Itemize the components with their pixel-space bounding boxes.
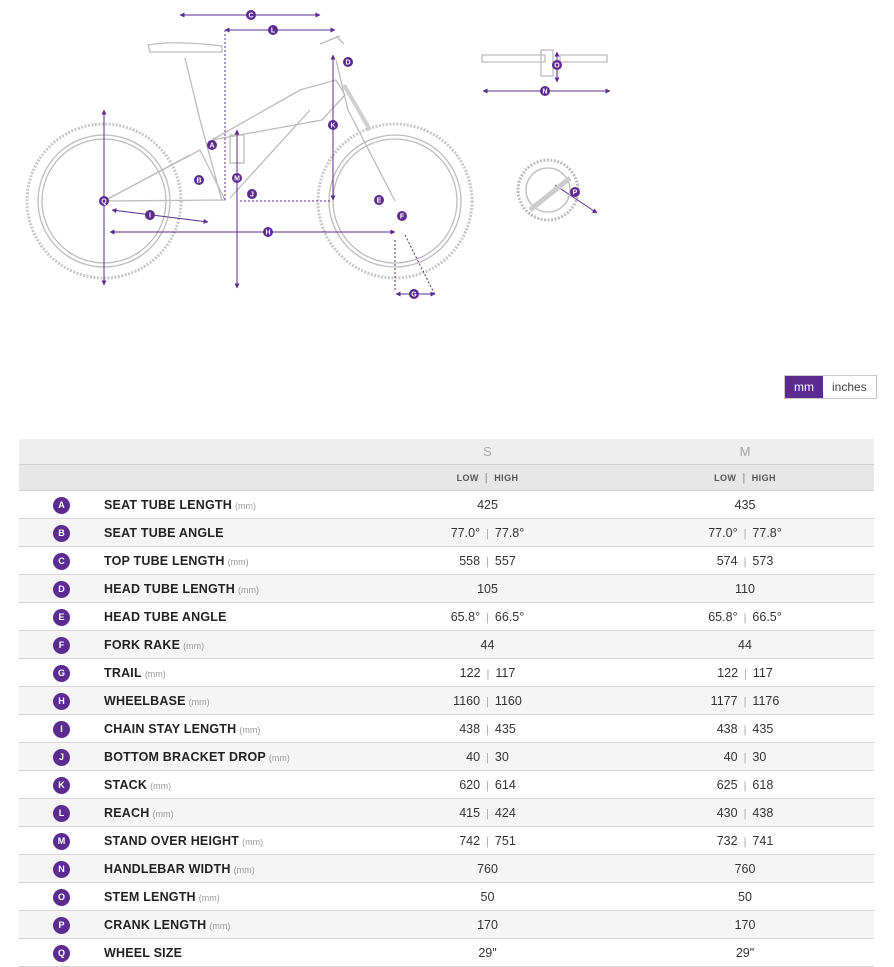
value-cell-m [616, 575, 874, 603]
value-high: 30 [494, 749, 509, 764]
value-cell-m [616, 883, 874, 911]
row-letter-badge: P [53, 917, 70, 934]
row-unit: (mm) [198, 892, 220, 903]
value-low: 77.0° [708, 525, 738, 540]
table-row [19, 939, 874, 967]
value-low: 170 [477, 917, 498, 932]
geometry-table-body [19, 491, 874, 967]
row-label: WHEELBASE [104, 693, 186, 708]
row-letter-badge: C [53, 553, 70, 570]
row-letter-badge: L [53, 805, 70, 822]
value-low: 435 [734, 497, 756, 512]
value-cell-s [359, 855, 616, 883]
size-header-row [19, 439, 874, 465]
row-unit: (mm) [150, 780, 172, 791]
row-label: STACK [104, 777, 148, 792]
value-cell-s [359, 491, 616, 519]
value-cell-s [359, 687, 616, 715]
measure-lines [104, 12, 610, 295]
row-letter-badge: K [53, 777, 70, 794]
header-blank [104, 465, 359, 491]
row-unit: (mm) [242, 836, 264, 847]
row-badge-cell [19, 715, 104, 743]
row-badge-cell [19, 491, 104, 519]
svg-text:J: J [250, 191, 254, 199]
row-label-cell [104, 883, 359, 911]
value-high: 117 [752, 665, 773, 680]
value-separator: | [743, 807, 747, 820]
value-cell-s [359, 883, 616, 911]
row-unit: (mm) [183, 640, 205, 651]
row-badge-cell [19, 743, 104, 771]
marker-i [145, 210, 155, 220]
svg-text:E: E [376, 197, 382, 205]
value-cell-m [616, 491, 874, 519]
value-cell-m [616, 855, 874, 883]
handlebar-detail [482, 50, 607, 76]
value-high: 77.8° [752, 525, 782, 540]
value-separator: | [743, 779, 747, 792]
row-label-cell [104, 575, 359, 603]
value-cell-m [616, 659, 874, 687]
value-cell-m [616, 603, 874, 631]
marker-h [263, 227, 273, 237]
row-letter-badge: J [53, 749, 70, 766]
value-low: 105 [477, 581, 498, 596]
marker-c [246, 10, 256, 20]
row-label-cell [104, 799, 359, 827]
table-row [19, 911, 874, 939]
size-header-s: S [359, 439, 616, 465]
row-letter-badge: F [53, 637, 70, 654]
low-label: LOW [456, 472, 479, 483]
value-cell-m [616, 631, 874, 659]
value-high: 424 [494, 805, 516, 820]
row-label: HEAD TUBE LENGTH [104, 581, 235, 596]
row-badge-cell [19, 771, 104, 799]
row-label: STAND OVER HEIGHT [104, 833, 240, 848]
value-separator: | [486, 667, 490, 680]
value-low: 574 [716, 553, 738, 568]
value-low: 65.8° [708, 609, 738, 624]
row-label-cell [104, 491, 359, 519]
row-label: HANDLEBAR WIDTH [104, 861, 231, 876]
value-low: 29" [735, 945, 755, 960]
row-badge-cell [19, 519, 104, 547]
svg-text:H: H [265, 229, 271, 237]
value-cell-s [359, 519, 616, 547]
value-low: 1177 [710, 693, 738, 708]
value-cell-m [616, 547, 874, 575]
value-low: 110 [735, 581, 755, 596]
row-label-cell [104, 687, 359, 715]
row-letter-badge: B [53, 525, 70, 542]
value-high: 435 [494, 721, 516, 736]
svg-text:K: K [330, 122, 336, 130]
svg-text:A: A [209, 142, 215, 150]
value-separator: | [486, 807, 489, 820]
value-low: 40 [466, 749, 481, 764]
table-row [19, 883, 874, 911]
row-label: TOP TUBE LENGTH [104, 553, 225, 568]
row-label: FORK RAKE [104, 637, 181, 652]
table-row [19, 743, 874, 771]
marker-a [207, 140, 217, 150]
value-cell-s [359, 771, 616, 799]
chainring-detail [518, 160, 578, 220]
value-separator: | [743, 751, 747, 764]
value-high: 741 [752, 833, 774, 848]
value-cell-s [359, 631, 616, 659]
value-cell-s [359, 659, 616, 687]
row-label-cell [104, 659, 359, 687]
value-low: 430 [716, 805, 738, 820]
row-unit: (mm) [144, 668, 166, 679]
row-letter-badge: H [53, 693, 70, 710]
row-letter-badge: I [53, 721, 70, 738]
marker-d [343, 57, 353, 67]
svg-text:C: C [248, 12, 254, 20]
value-high: 30 [752, 749, 767, 764]
value-high: 751 [494, 833, 516, 848]
marker-m [232, 173, 242, 183]
value-separator: | [486, 751, 489, 764]
marker-e [374, 195, 384, 205]
value-cell-s [359, 939, 616, 967]
table-row [19, 687, 874, 715]
unit-mm-button[interactable]: mm [785, 376, 823, 398]
value-low: 77.0° [450, 525, 481, 540]
value-low: 625 [716, 777, 738, 792]
unit-inches-button[interactable]: inches [832, 380, 867, 394]
table-row [19, 519, 874, 547]
row-label: HEAD TUBE ANGLE [104, 609, 227, 624]
svg-text:L: L [270, 27, 276, 35]
row-label: REACH [104, 805, 150, 820]
row-label: SEAT TUBE ANGLE [104, 525, 224, 540]
table-row [19, 491, 874, 519]
svg-text:F: F [399, 213, 405, 221]
table-row [19, 799, 874, 827]
value-cell-m [616, 743, 874, 771]
low-high-header-s [359, 465, 616, 491]
row-label: TRAIL [104, 665, 142, 680]
table-row [19, 827, 874, 855]
value-separator: | [743, 723, 747, 736]
value-cell-m [616, 911, 874, 939]
value-high: 1176 [752, 693, 780, 708]
row-badge-cell [19, 855, 104, 883]
marker-b [194, 175, 204, 185]
marker-p [570, 187, 580, 197]
svg-text:Q: Q [101, 198, 107, 206]
row-badge-cell [19, 631, 104, 659]
low-label: LOW [714, 472, 737, 483]
value-cell-m [616, 687, 874, 715]
marker-g [409, 289, 419, 299]
row-unit: (mm) [152, 808, 174, 819]
diagram-markers [99, 10, 580, 299]
value-cell-s [359, 547, 616, 575]
value-separator: | [486, 835, 489, 848]
value-low: 620 [459, 777, 481, 792]
value-high: 614 [494, 777, 516, 792]
row-label-cell [104, 827, 359, 855]
marker-f [397, 211, 407, 221]
value-low: 760 [734, 861, 756, 876]
value-cell-m [616, 799, 874, 827]
table-row [19, 855, 874, 883]
value-high: 573 [752, 553, 774, 568]
svg-text:D: D [345, 59, 351, 67]
value-high: 77.8° [494, 525, 525, 540]
value-high: 618 [752, 777, 774, 792]
marker-q [99, 196, 109, 206]
svg-text:I: I [149, 212, 151, 220]
table-row [19, 547, 874, 575]
row-letter-badge: A [53, 497, 70, 514]
value-separator: | [486, 555, 489, 568]
value-cell-m [616, 939, 874, 967]
value-cell-m [616, 771, 874, 799]
row-label-cell [104, 631, 359, 659]
value-low: 438 [716, 721, 738, 736]
value-low: 122 [459, 665, 481, 680]
low-high-header-m [616, 465, 874, 491]
value-high: 557 [494, 553, 516, 568]
value-low: 1160 [453, 693, 481, 708]
value-low: 65.8° [450, 609, 481, 624]
value-low: 742 [459, 833, 481, 848]
table-row [19, 771, 874, 799]
row-label-cell [104, 771, 359, 799]
row-letter-badge: E [53, 609, 70, 626]
row-unit: (mm) [209, 920, 231, 931]
row-badge-cell [19, 659, 104, 687]
svg-text:O: O [554, 62, 560, 70]
value-high: 117 [495, 665, 516, 680]
marker-k [328, 120, 338, 130]
value-low: 425 [477, 497, 498, 512]
value-cell-s [359, 575, 616, 603]
size-header-m: M [616, 439, 874, 465]
row-label-cell [104, 547, 359, 575]
value-cell-m [616, 715, 874, 743]
value-high: 435 [752, 721, 774, 736]
row-badge-cell [19, 603, 104, 631]
row-badge-cell [19, 575, 104, 603]
value-low: 44 [738, 637, 752, 652]
value-separator: | [743, 527, 747, 540]
value-low: 170 [734, 917, 756, 932]
marker-l [268, 25, 278, 35]
row-letter-badge: G [53, 665, 70, 682]
value-low: 438 [459, 721, 481, 736]
value-cell-s [359, 799, 616, 827]
row-badge-cell [19, 687, 104, 715]
value-separator: | [743, 611, 747, 624]
svg-text:N: N [542, 88, 548, 96]
unit-toggle [784, 375, 877, 399]
row-badge-cell [19, 883, 104, 911]
row-label-cell [104, 939, 359, 967]
value-separator: | [743, 835, 747, 848]
value-cell-s [359, 911, 616, 939]
table-row [19, 659, 874, 687]
value-cell-s [359, 603, 616, 631]
row-unit: (mm) [233, 864, 255, 875]
row-unit: (mm) [239, 724, 261, 735]
row-label-cell [104, 911, 359, 939]
svg-text:B: B [196, 177, 202, 185]
low-high-separator: | [742, 471, 746, 484]
row-label: CRANK LENGTH [104, 917, 207, 932]
svg-text:G: G [411, 291, 417, 299]
value-separator: | [743, 695, 747, 708]
value-separator: | [486, 695, 489, 708]
row-label: SEAT TUBE LENGTH [104, 497, 232, 512]
value-low: 29" [478, 945, 497, 960]
value-separator: | [486, 723, 489, 736]
svg-text:P: P [572, 189, 578, 197]
value-separator: | [744, 667, 747, 680]
geometry-table [19, 439, 874, 967]
row-label: STEM LENGTH [104, 889, 196, 904]
value-separator: | [486, 527, 489, 540]
row-label-cell [104, 743, 359, 771]
header-blank [19, 439, 104, 465]
row-badge-cell [19, 799, 104, 827]
value-low: 122 [717, 665, 739, 680]
row-label-cell [104, 603, 359, 631]
header-blank [19, 465, 104, 491]
value-cell-s [359, 827, 616, 855]
value-low: 760 [477, 861, 498, 876]
value-high: 66.5° [494, 609, 525, 624]
value-cell-s [359, 715, 616, 743]
value-cell-m [616, 519, 874, 547]
high-label: HIGH [494, 472, 519, 483]
row-unit: (mm) [237, 584, 259, 595]
row-badge-cell [19, 827, 104, 855]
value-separator: | [486, 611, 489, 624]
row-label: BOTTOM BRACKET DROP [104, 749, 266, 764]
row-label-cell [104, 715, 359, 743]
value-separator: | [486, 779, 489, 792]
marker-j [247, 189, 257, 199]
geometry-diagram [0, 0, 894, 330]
svg-text:M: M [234, 175, 240, 183]
row-label-cell [104, 519, 359, 547]
value-low: 732 [716, 833, 738, 848]
row-letter-badge: N [53, 861, 70, 878]
table-row [19, 575, 874, 603]
bike-outline [27, 36, 472, 278]
value-separator: | [743, 555, 747, 568]
value-low: 558 [459, 553, 481, 568]
high-label: HIGH [751, 472, 776, 483]
low-high-separator: | [484, 471, 489, 484]
value-low: 50 [480, 889, 495, 904]
row-unit: (mm) [188, 696, 210, 707]
value-high: 1160 [494, 693, 522, 708]
value-cell-s [359, 743, 616, 771]
value-high: 66.5° [752, 609, 782, 624]
table-row [19, 631, 874, 659]
row-unit: (mm) [227, 556, 249, 567]
value-cell-m [616, 827, 874, 855]
row-label-cell [104, 855, 359, 883]
row-label: WHEEL SIZE [104, 945, 183, 960]
row-unit: (mm) [268, 752, 290, 763]
low-high-header-row [19, 465, 874, 491]
row-badge-cell [19, 911, 104, 939]
table-row [19, 715, 874, 743]
table-row [19, 603, 874, 631]
value-high: 438 [752, 805, 774, 820]
value-low: 50 [738, 889, 752, 904]
value-low: 415 [459, 805, 481, 820]
value-low: 44 [480, 637, 495, 652]
header-blank [104, 439, 359, 465]
row-letter-badge: M [53, 833, 70, 850]
row-letter-badge: Q [53, 945, 70, 962]
marker-n [540, 86, 550, 96]
row-badge-cell [19, 547, 104, 575]
row-label: CHAIN STAY LENGTH [104, 721, 237, 736]
value-low: 40 [723, 749, 738, 764]
row-unit: (mm) [234, 500, 256, 511]
marker-o [552, 60, 562, 70]
row-badge-cell [19, 939, 104, 967]
row-letter-badge: O [53, 889, 70, 906]
row-letter-badge: D [53, 581, 70, 598]
